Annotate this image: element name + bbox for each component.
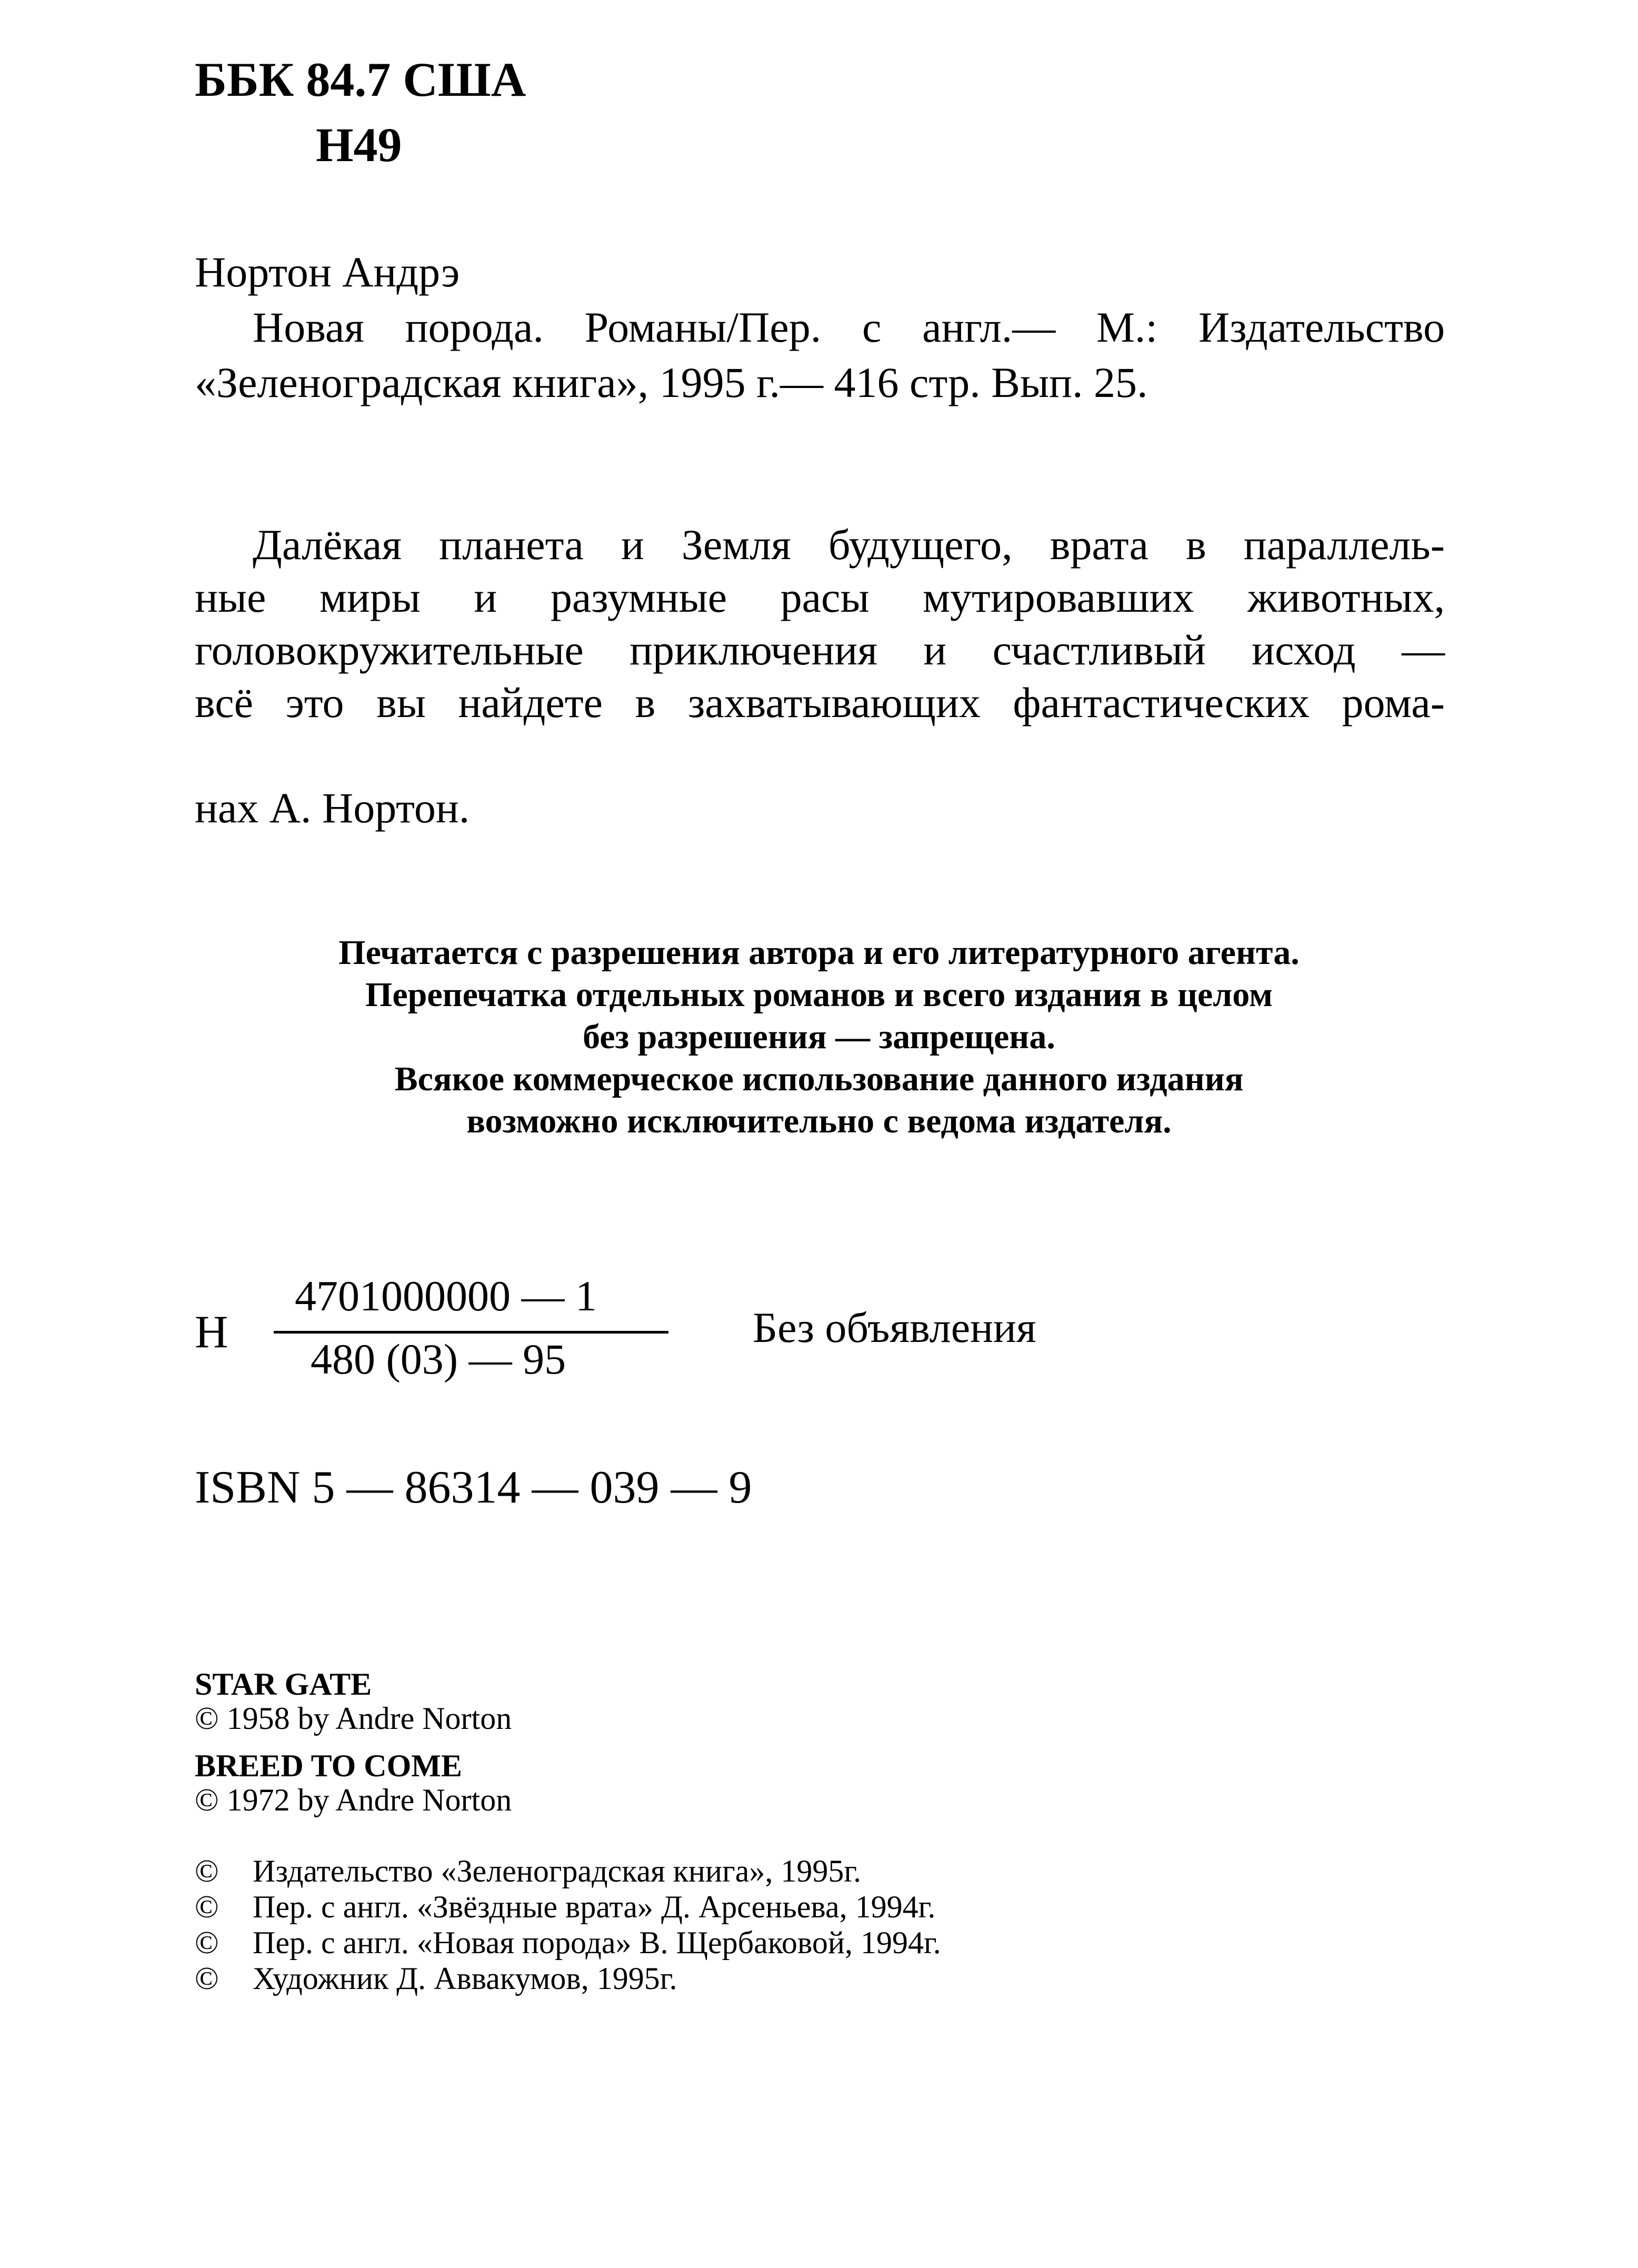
original-copyright: © 1972 by Andre Norton <box>195 1783 512 1817</box>
annotation-line: нах А. Нортон. <box>195 784 470 832</box>
rights-notice-line: Всякое коммерческое использование данного издания <box>394 1060 1244 1098</box>
copyright-symbol: © <box>195 1925 219 1960</box>
bbk-classification: ББК 84.7 США <box>195 53 526 106</box>
rights-notice-line: Перепечатка отдельных романов и всего издания в целом <box>365 976 1273 1014</box>
rights-notice-line: Печатается с разрешения автора и его литературного агента. <box>338 933 1300 972</box>
copyright-line <box>195 1961 677 1997</box>
fraction-divider <box>274 1331 668 1334</box>
rights-notice-line: возможно исключительно с ведома издателя. <box>466 1102 1172 1140</box>
series-letter: Н <box>195 1307 228 1358</box>
isbn: ISBN 5 — 86314 — 039 — 9 <box>195 1462 752 1513</box>
copyright-symbol: © <box>195 1961 219 1996</box>
no-advertisement-note: Без объявления <box>753 1304 1036 1351</box>
copyright-symbol: © <box>195 1889 219 1924</box>
copyright-text: Издательство «Зеленоградская книга», 1995г. <box>253 1854 862 1888</box>
copyright-line <box>195 1889 935 1925</box>
author-mark: Н49 <box>316 118 402 172</box>
series-numerator: 4701000000 — 1 <box>295 1272 597 1320</box>
copyright-text: Художник Д. Аввакумов, 1995г. <box>253 1961 677 1996</box>
original-title: BREED TO COME <box>195 1748 462 1783</box>
copyright-text: Пер. с англ. «Звёздные врата» Д. Арсеньева, 1994г. <box>253 1889 936 1924</box>
annotation-line: головокружительные приключения и счастливый исход — <box>195 626 1445 674</box>
copyright-line <box>195 1853 861 1889</box>
copyright-symbol: © <box>195 1854 219 1888</box>
original-copyright: © 1958 by Andre Norton <box>195 1701 512 1736</box>
rights-notice-line: без разрешения — запрещена. <box>583 1018 1055 1056</box>
bibliography-publisher-line: «Зеленоградская книга», 1995 г.— 416 стр. Вып. 25. <box>195 359 1148 406</box>
annotation-line: ные миры и разумные расы мутировавших животных, <box>195 573 1445 621</box>
original-title: STAR GATE <box>195 1667 372 1702</box>
annotation-line: Далёкая планета и Земля будущего, врата в параллель- <box>253 521 1445 569</box>
bibliography-title-line: Новая порода. Романы/Пер. с англ.— М.: Издательство <box>253 303 1445 351</box>
copyright-text: Пер. с англ. «Новая порода» В. Щербаковой, 1994г. <box>253 1925 941 1960</box>
series-denominator: 480 (03) — 95 <box>311 1335 566 1383</box>
rights-notice <box>0 932 1638 1142</box>
copyright-line <box>195 1925 941 1961</box>
annotation-line: всё это вы найдете в захватывающих фантастических рома- <box>195 679 1445 727</box>
bibliography-author: Нортон Андрэ <box>195 248 460 296</box>
